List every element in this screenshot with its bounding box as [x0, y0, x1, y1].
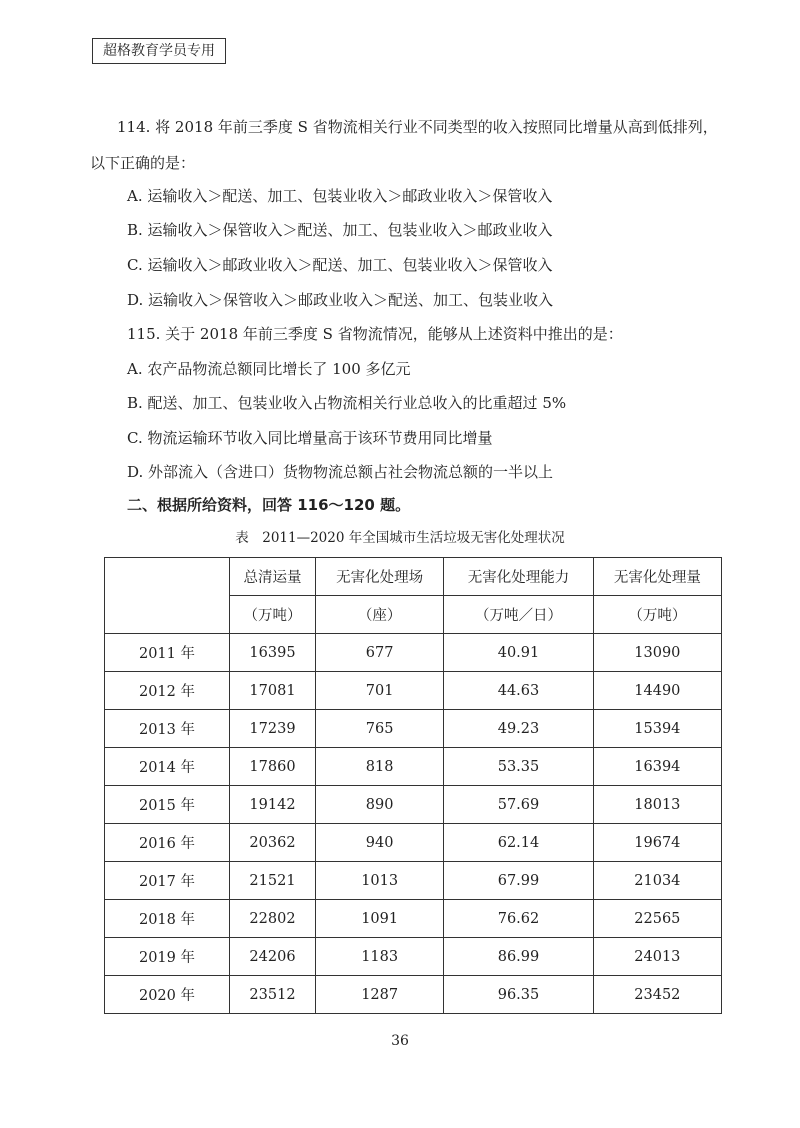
value-cell: 96.35 [444, 976, 593, 1014]
value-cell: 16395 [230, 634, 316, 672]
table-row [105, 710, 722, 748]
q114-option-c: C. 运输收入＞邮政业收入＞配送、加工、包装业收入＞保管收入 [127, 256, 553, 274]
value-cell: 21034 [593, 862, 721, 900]
q114-option-b: B. 运输收入＞保管收入＞配送、加工、包装业收入＞邮政业收入 [127, 221, 553, 239]
value-cell: 23512 [230, 976, 316, 1014]
year-cell: 2018 年 [105, 900, 230, 938]
year-cell: 2020 年 [105, 976, 230, 1014]
q115-option-a: A. 农产品物流总额同比增长了 100 多亿元 [127, 360, 411, 378]
table-row [105, 900, 722, 938]
table-row [105, 786, 722, 824]
value-cell: 67.99 [444, 862, 593, 900]
value-cell: 24013 [593, 938, 721, 976]
value-cell: 940 [316, 824, 444, 862]
value-cell: 818 [316, 748, 444, 786]
q114-stem-line2: 以下正确的是： [90, 154, 196, 172]
header-unit: （万吨） [230, 596, 316, 634]
header-unit: （万吨） [593, 596, 721, 634]
header-unit: （万吨／日） [444, 596, 593, 634]
table-body [105, 634, 722, 1014]
value-cell: 765 [316, 710, 444, 748]
year-cell: 2016 年 [105, 824, 230, 862]
value-cell: 701 [316, 672, 444, 710]
q115-option-d: D. 外部流入（含进口）货物物流总额占社会物流总额的一半以上 [127, 463, 554, 481]
q114-option-a: A. 运输收入＞配送、加工、包装业收入＞邮政业收入＞保管收入 [127, 187, 553, 205]
value-cell: 19142 [230, 786, 316, 824]
year-cell: 2012 年 [105, 672, 230, 710]
table-row [105, 938, 722, 976]
year-cell: 2014 年 [105, 748, 230, 786]
value-cell: 21521 [230, 862, 316, 900]
value-cell: 17860 [230, 748, 316, 786]
data-table [104, 557, 722, 1014]
q115-stem: 115. 关于 2018 年前三季度 S 省物流情况，能够从上述资料中推出的是： [127, 325, 623, 343]
value-cell: 15394 [593, 710, 721, 748]
value-cell: 1013 [316, 862, 444, 900]
value-cell: 17239 [230, 710, 316, 748]
value-cell: 76.62 [444, 900, 593, 938]
value-cell: 22802 [230, 900, 316, 938]
table-row [105, 634, 722, 672]
table-row [105, 824, 722, 862]
table-row [105, 976, 722, 1014]
value-cell: 53.35 [444, 748, 593, 786]
q114-option-d: D. 运输收入＞保管收入＞邮政业收入＞配送、加工、包装业收入 [127, 291, 554, 309]
header-treatment-plants: 无害化处理场 [316, 558, 444, 596]
value-cell: 1091 [316, 900, 444, 938]
value-cell: 57.69 [444, 786, 593, 824]
value-cell: 20362 [230, 824, 316, 862]
value-cell: 16394 [593, 748, 721, 786]
q115-option-c: C. 物流运输环节收入同比增量高于该环节费用同比增量 [127, 429, 493, 447]
q115-option-b: B. 配送、加工、包装业收入占物流相关行业总收入的比重超过 5% [127, 394, 567, 412]
value-cell: 23452 [593, 976, 721, 1014]
table-row [105, 862, 722, 900]
value-cell: 22565 [593, 900, 721, 938]
year-cell: 2011 年 [105, 634, 230, 672]
header-unit: （座） [316, 596, 444, 634]
value-cell: 40.91 [444, 634, 593, 672]
year-cell: 2013 年 [105, 710, 230, 748]
value-cell: 17081 [230, 672, 316, 710]
value-cell: 86.99 [444, 938, 593, 976]
year-cell: 2015 年 [105, 786, 230, 824]
table-caption: 表 2011—2020 年全国城市生活垃圾无害化处理状况 [235, 530, 565, 546]
value-cell: 13090 [593, 634, 721, 672]
header-treatment-capacity: 无害化处理能力 [444, 558, 593, 596]
value-cell: 1183 [316, 938, 444, 976]
value-cell: 24206 [230, 938, 316, 976]
value-cell: 62.14 [444, 824, 593, 862]
value-cell: 49.23 [444, 710, 593, 748]
value-cell: 890 [316, 786, 444, 824]
value-cell: 44.63 [444, 672, 593, 710]
table-row [105, 672, 722, 710]
value-cell: 14490 [593, 672, 721, 710]
header-badge: 超格教育学员专用 [92, 38, 226, 64]
table-header-row-name [105, 558, 722, 596]
section-title: 二、根据所给资料，回答 116～120 题。 [127, 496, 411, 514]
q114-stem-line1: 114. 将 2018 年前三季度 S 省物流相关行业不同类型的收入按照同比增量从高到低排列， [117, 118, 718, 136]
year-cell: 2017 年 [105, 862, 230, 900]
value-cell: 1287 [316, 976, 444, 1014]
header-blank-cell [105, 558, 230, 634]
year-cell: 2019 年 [105, 938, 230, 976]
value-cell: 18013 [593, 786, 721, 824]
page-number: 36 [391, 1033, 409, 1049]
header-total-collection: 总清运量 [230, 558, 316, 596]
table-row [105, 748, 722, 786]
value-cell: 677 [316, 634, 444, 672]
header-treatment-volume: 无害化处理量 [593, 558, 721, 596]
value-cell: 19674 [593, 824, 721, 862]
